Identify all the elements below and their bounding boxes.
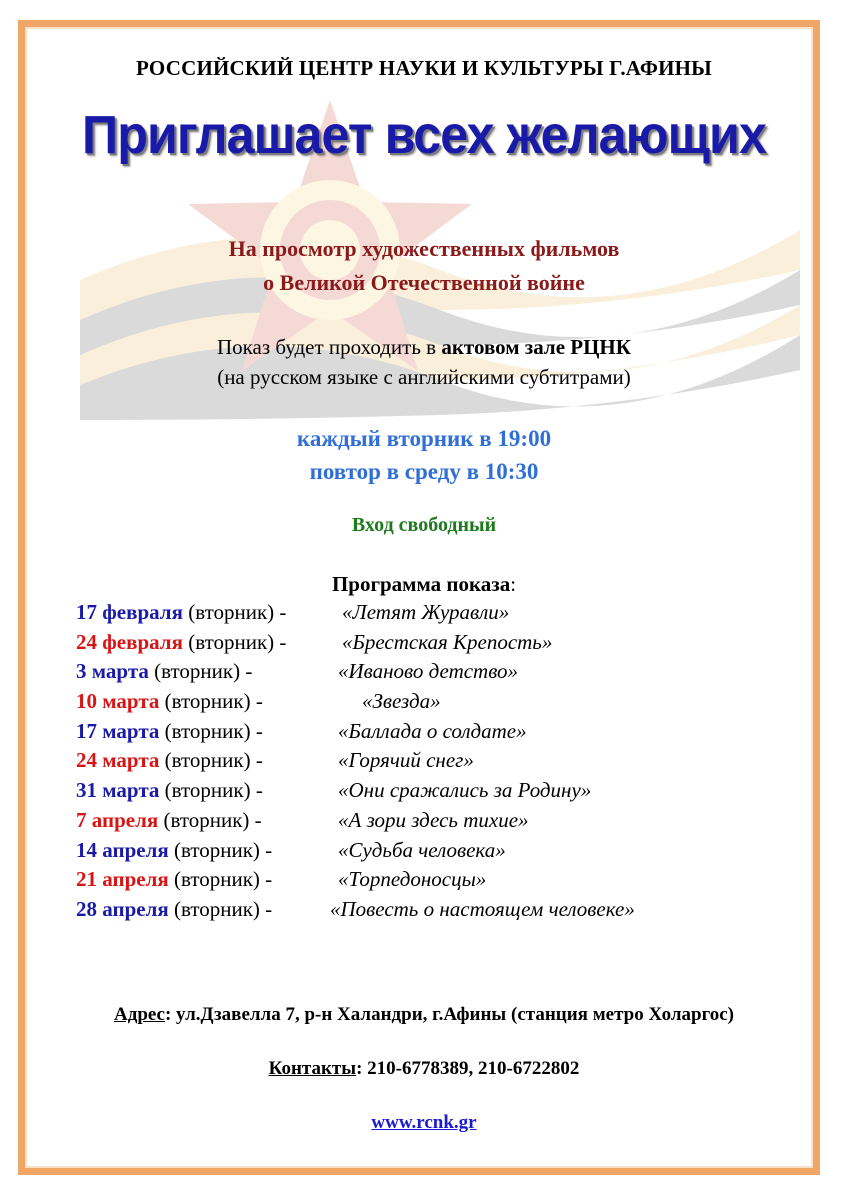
film-date: 21 апреля — [76, 867, 169, 892]
film-date: 31 марта — [76, 778, 160, 803]
film-row — [76, 630, 776, 660]
film-title: «Торпедоносцы» — [338, 867, 487, 892]
film-title: «Звезда» — [362, 689, 441, 714]
film-row — [76, 778, 776, 808]
film-date: 17 марта — [76, 718, 160, 743]
film-row — [76, 838, 776, 868]
film-date: 24 марта — [76, 748, 160, 773]
film-row — [76, 659, 776, 689]
address-label: Адрес — [113, 1004, 165, 1025]
film-date: 14 апреля — [76, 837, 169, 862]
venue-prefix: Показ будет проходить в — [217, 335, 442, 359]
film-row — [76, 689, 776, 719]
address-value: : ул.Дзавелла 7, р-н Халандри, г.Афины (станция метро Холаргос) — [164, 1004, 734, 1025]
website-link[interactable]: www.rcnk.gr — [371, 1112, 477, 1133]
film-date: 24 февраля — [76, 629, 183, 654]
invitation-headline: Приглашает всех желающих — [82, 105, 766, 165]
film-day: (вторник) - — [158, 807, 262, 832]
film-date: 10 марта — [76, 689, 160, 714]
film-title: «Иваново детство» — [338, 659, 519, 684]
film-day: (вторник) - — [182, 600, 287, 624]
schedule-line-2: повтор в среду в 10:30 — [309, 459, 539, 484]
film-row — [76, 808, 776, 838]
venue-line-1 — [0, 332, 848, 362]
program-title-colon: : — [510, 572, 517, 596]
film-day: (вторник) - — [159, 689, 263, 714]
contacts-value: : 210-6778389, 210-6722802 — [356, 1058, 580, 1079]
film-title: «Повесть о настоящем человеке» — [330, 896, 635, 921]
venue-info — [0, 332, 848, 392]
film-title: «А зори здесь тихие» — [338, 807, 529, 832]
subtitle-line-1: На просмотр художественных фильмов — [228, 236, 620, 261]
film-day: (вторник) - — [159, 748, 263, 773]
schedule-line-1: каждый вторник в 19:00 — [296, 426, 552, 451]
film-day: (вторник) - — [159, 778, 263, 803]
film-date: 17 февраля — [76, 600, 183, 624]
film-date: 7 апреля — [76, 807, 159, 832]
film-row — [76, 867, 776, 897]
film-day: (вторник) - — [168, 867, 273, 892]
film-title: «Они сражались за Родину» — [338, 778, 592, 803]
film-day: (вторник) - — [168, 896, 273, 921]
program-title — [0, 572, 848, 597]
film-row — [76, 897, 776, 927]
event-subtitle — [0, 232, 848, 300]
organization-name: РОССИЙСКИЙ ЦЕНТР НАУКИ И КУЛЬТУРЫ Г.АФИНЫ — [136, 56, 712, 80]
film-day: (вторник) - — [182, 629, 287, 654]
film-day: (вторник) - — [148, 659, 253, 684]
website-line — [0, 1112, 848, 1134]
film-title: «Брестская Крепость» — [342, 629, 553, 654]
free-entry-notice: Вход свободный — [351, 514, 497, 536]
contacts-line — [0, 1058, 848, 1080]
film-row — [76, 719, 776, 749]
film-title: «Судьба человека» — [338, 837, 506, 862]
film-title: «Летят Журавли» — [342, 600, 510, 624]
venue-hall: актовом зале РЦНК — [441, 335, 631, 359]
subtitle-line-2: о Великой Отечественной войне — [263, 270, 585, 295]
schedule-info — [0, 422, 848, 488]
film-title: «Баллада о солдате» — [338, 718, 527, 743]
film-row — [76, 600, 776, 630]
film-date: 28 апреля — [76, 896, 169, 921]
film-title: «Горячий снег» — [338, 748, 474, 773]
film-list — [76, 600, 776, 927]
film-day: (вторник) - — [159, 718, 263, 743]
film-row — [76, 748, 776, 778]
address-line — [0, 1004, 848, 1026]
program-title-text: Программа показа — [331, 572, 511, 596]
venue-line-2: (на русском языке с английскими субтитрами) — [217, 365, 631, 389]
contacts-label: Контакты — [268, 1058, 357, 1079]
film-date: 3 марта — [76, 659, 149, 684]
film-day: (вторник) - — [168, 837, 273, 862]
